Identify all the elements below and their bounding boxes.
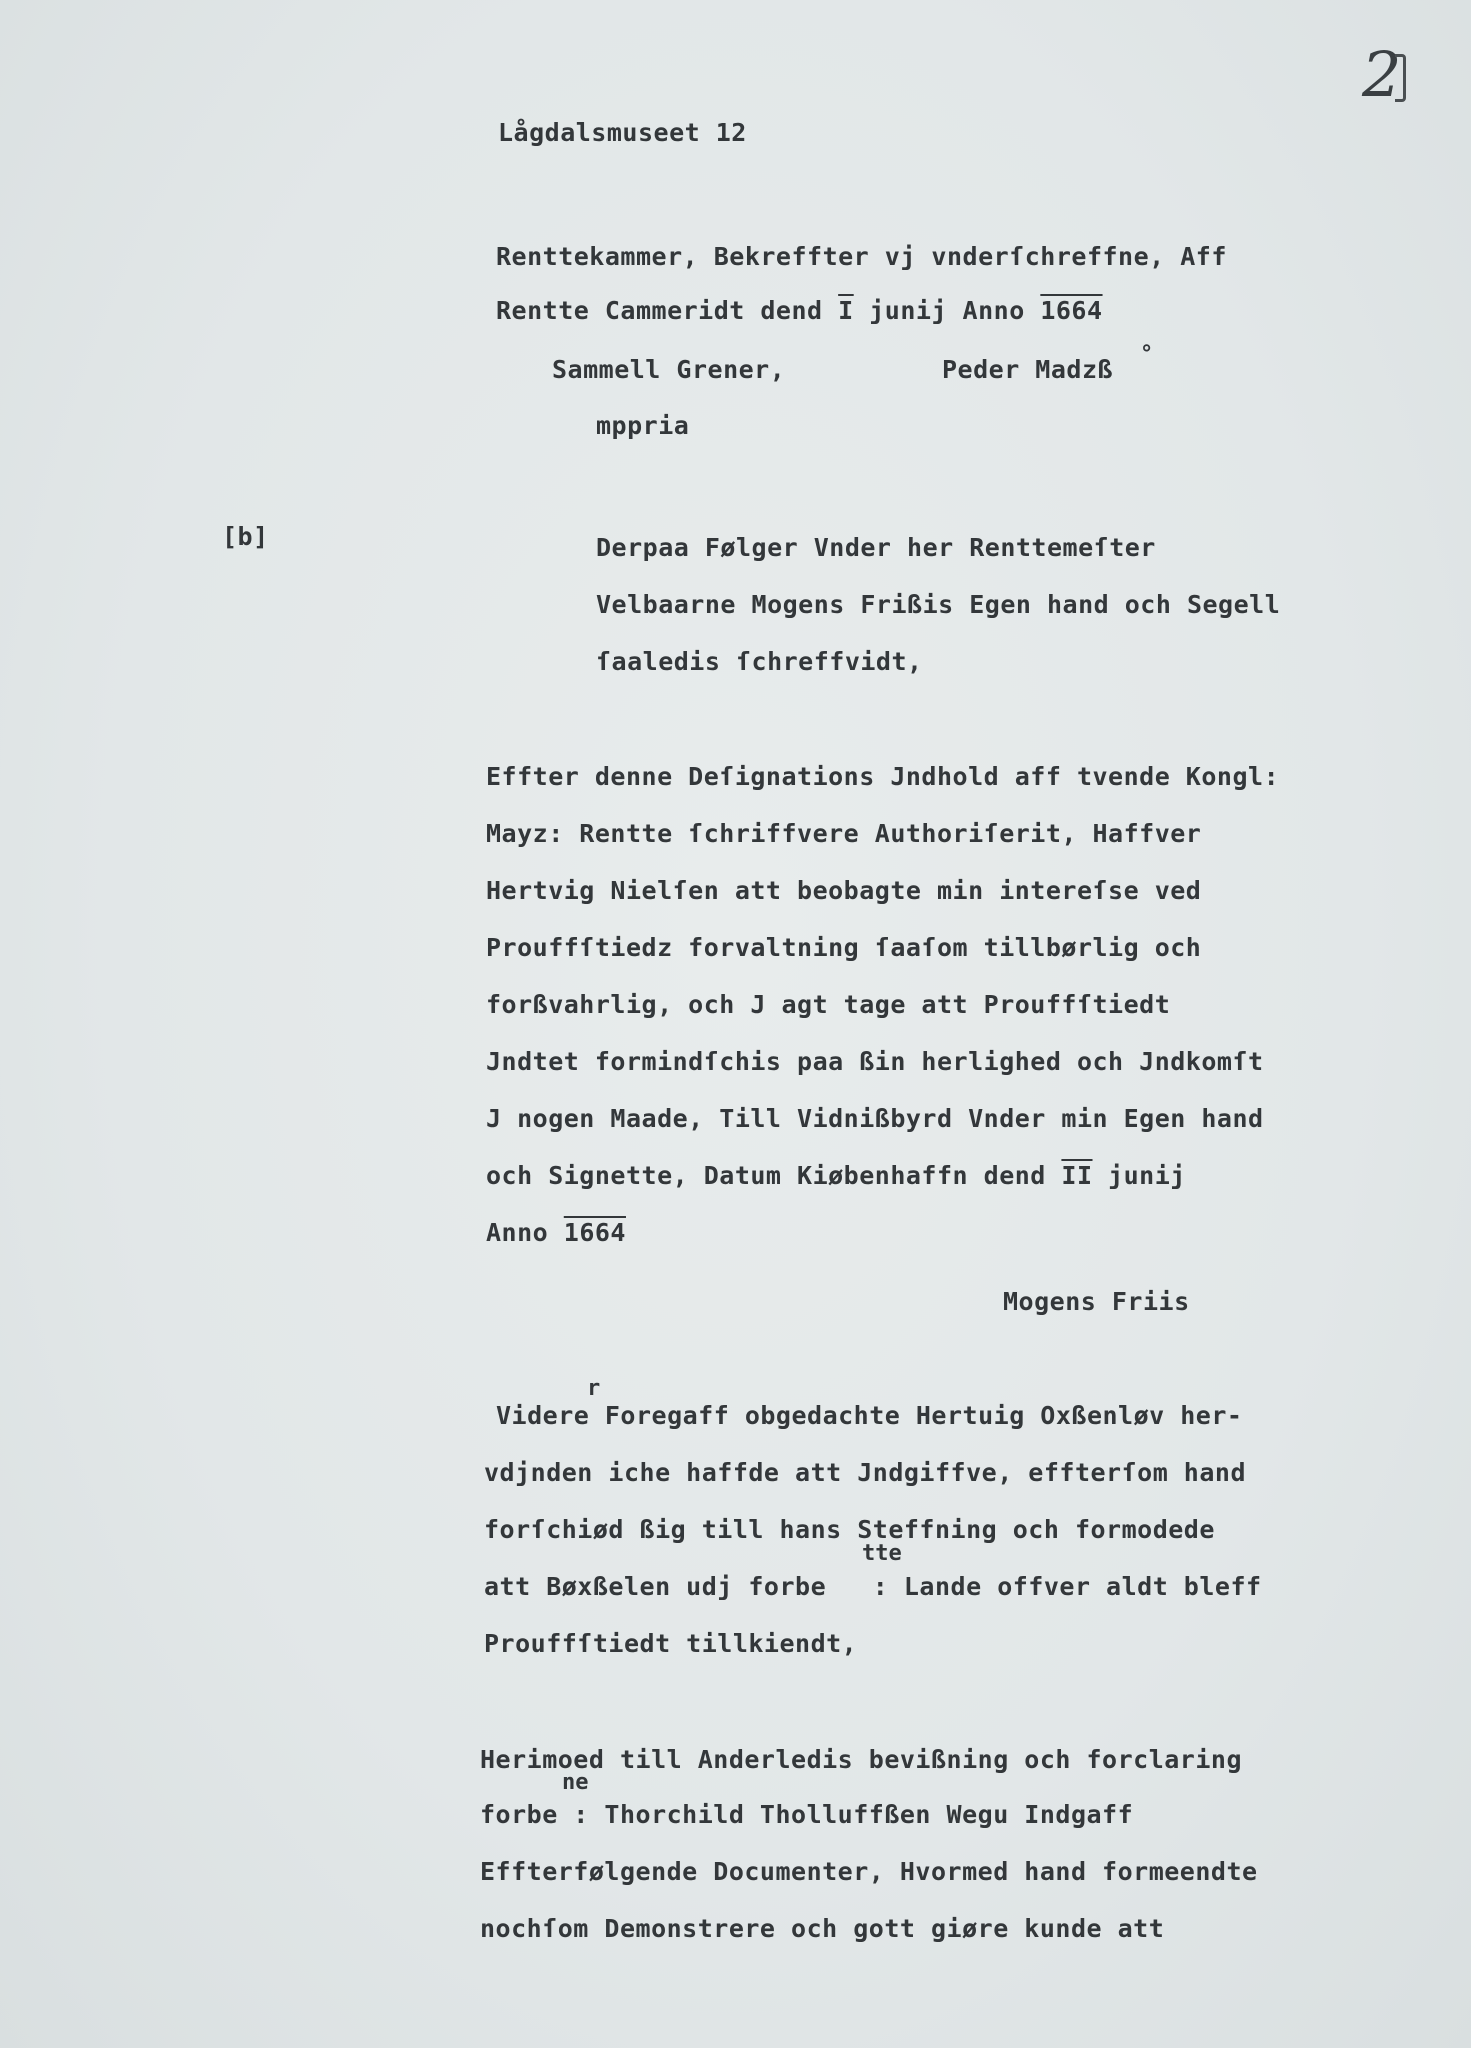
p3-line-3: Hertvig Nielſen att beobagte min intereſse ved <box>486 876 1202 905</box>
archive-header: Lågdalsmuseet 12 <box>498 118 747 147</box>
margin-note: [b] <box>222 522 269 551</box>
p1-line-2 <box>496 296 1103 326</box>
signature-mogens-friis: Mogens Friis <box>1003 1287 1190 1316</box>
p5-insert-ne: ne <box>562 1770 589 1795</box>
p3-day: $\overline{II}$ <box>1061 1161 1093 1190</box>
p1-day: $\overline{I}$ <box>838 296 854 325</box>
p3-year: 1664 <box>563 1218 626 1247</box>
p3-line-8 <box>486 1161 1186 1191</box>
p2-line-2: Velbaarne Mogens Frißis Egen hand och Segell <box>596 590 1281 619</box>
p3-line-1: Effter denne Deſignations Jndhold aff tvende Kongl: <box>486 762 1280 791</box>
mppria: mppria <box>596 411 690 440</box>
p4-line-4: att Bøxßelen udj forbe : Lande offver aldt bleff <box>484 1572 1262 1601</box>
p2-line-1: Derpaa Følger Vnder her Renttemeſter <box>596 533 1156 562</box>
p1-line-2-a: Rentte Cammeridt dend <box>496 296 839 325</box>
p5-line-4: nochſom Demonstrere och gott giøre kunde att <box>480 1914 1165 1943</box>
p5-line-3: Effterfølgende Documenter, Hvormed hand formeendte <box>480 1857 1258 1886</box>
p4-line-3: forſchiød ßig till hans Steffning och formodede <box>484 1515 1215 1544</box>
p3-line-5: forßvahrlig, och J agt tage att Prouffſtiedt <box>486 990 1171 1019</box>
p1-year: 1664 <box>1040 296 1103 325</box>
p3-line-2: Mayz: Rentte ſchriffvere Authoriſerit, Haffver <box>486 819 1202 848</box>
signature-mark: ° <box>1140 342 1154 367</box>
p3-line-7: J nogen Maade, Till Vidnißbyrd Vnder min Egen hand <box>486 1104 1264 1133</box>
page-number: 2 <box>1362 38 1402 111</box>
p1-line-2-c: junij Anno <box>853 296 1041 325</box>
p2-line-3: ſaaledis ſchreffvidt, <box>596 647 923 676</box>
p4-line-5: Prouffſtiedt tillkiendt, <box>484 1629 858 1658</box>
p4-line-1: Videre Foregaff obgedachte Hertuig Oxßenløv her- <box>496 1401 1243 1430</box>
p3-line-9 <box>486 1218 626 1248</box>
p5-line-2: forbe : Thorchild Tholluffßen Wegu Indgaff <box>480 1800 1134 1829</box>
p1-line-1: Renttekammer, Bekreffter vj vnderſchreffne, Aff <box>496 242 1227 271</box>
p4-line-2: vdjnden iche haffde att Jndgiffve, effterſom hand <box>484 1458 1247 1487</box>
signature-peder-madz: Peder Madzß <box>942 355 1114 384</box>
p4-insert-r: r <box>587 1376 601 1401</box>
p3-line-8-a: och Signette, Datum Kiøbenhaffn dend <box>486 1161 1062 1190</box>
p3-line-9-a: Anno <box>486 1218 564 1247</box>
signature-sammell-grener: Sammell Grener, <box>552 355 786 384</box>
page-number-bracket <box>1395 54 1406 102</box>
p3-line-4: Prouffſtiedz forvaltning ſaaſom tillbørlig och <box>486 933 1202 962</box>
p4-insert-tte: tte <box>862 1541 902 1566</box>
p3-line-6: Jndtet formindſchis paa ßin herlighed och Jndkomſt <box>486 1047 1264 1076</box>
p3-line-8-c: junij <box>1092 1161 1186 1190</box>
p5-line-1: Herimoed till Anderledis bevißning och forclaring <box>480 1745 1243 1774</box>
